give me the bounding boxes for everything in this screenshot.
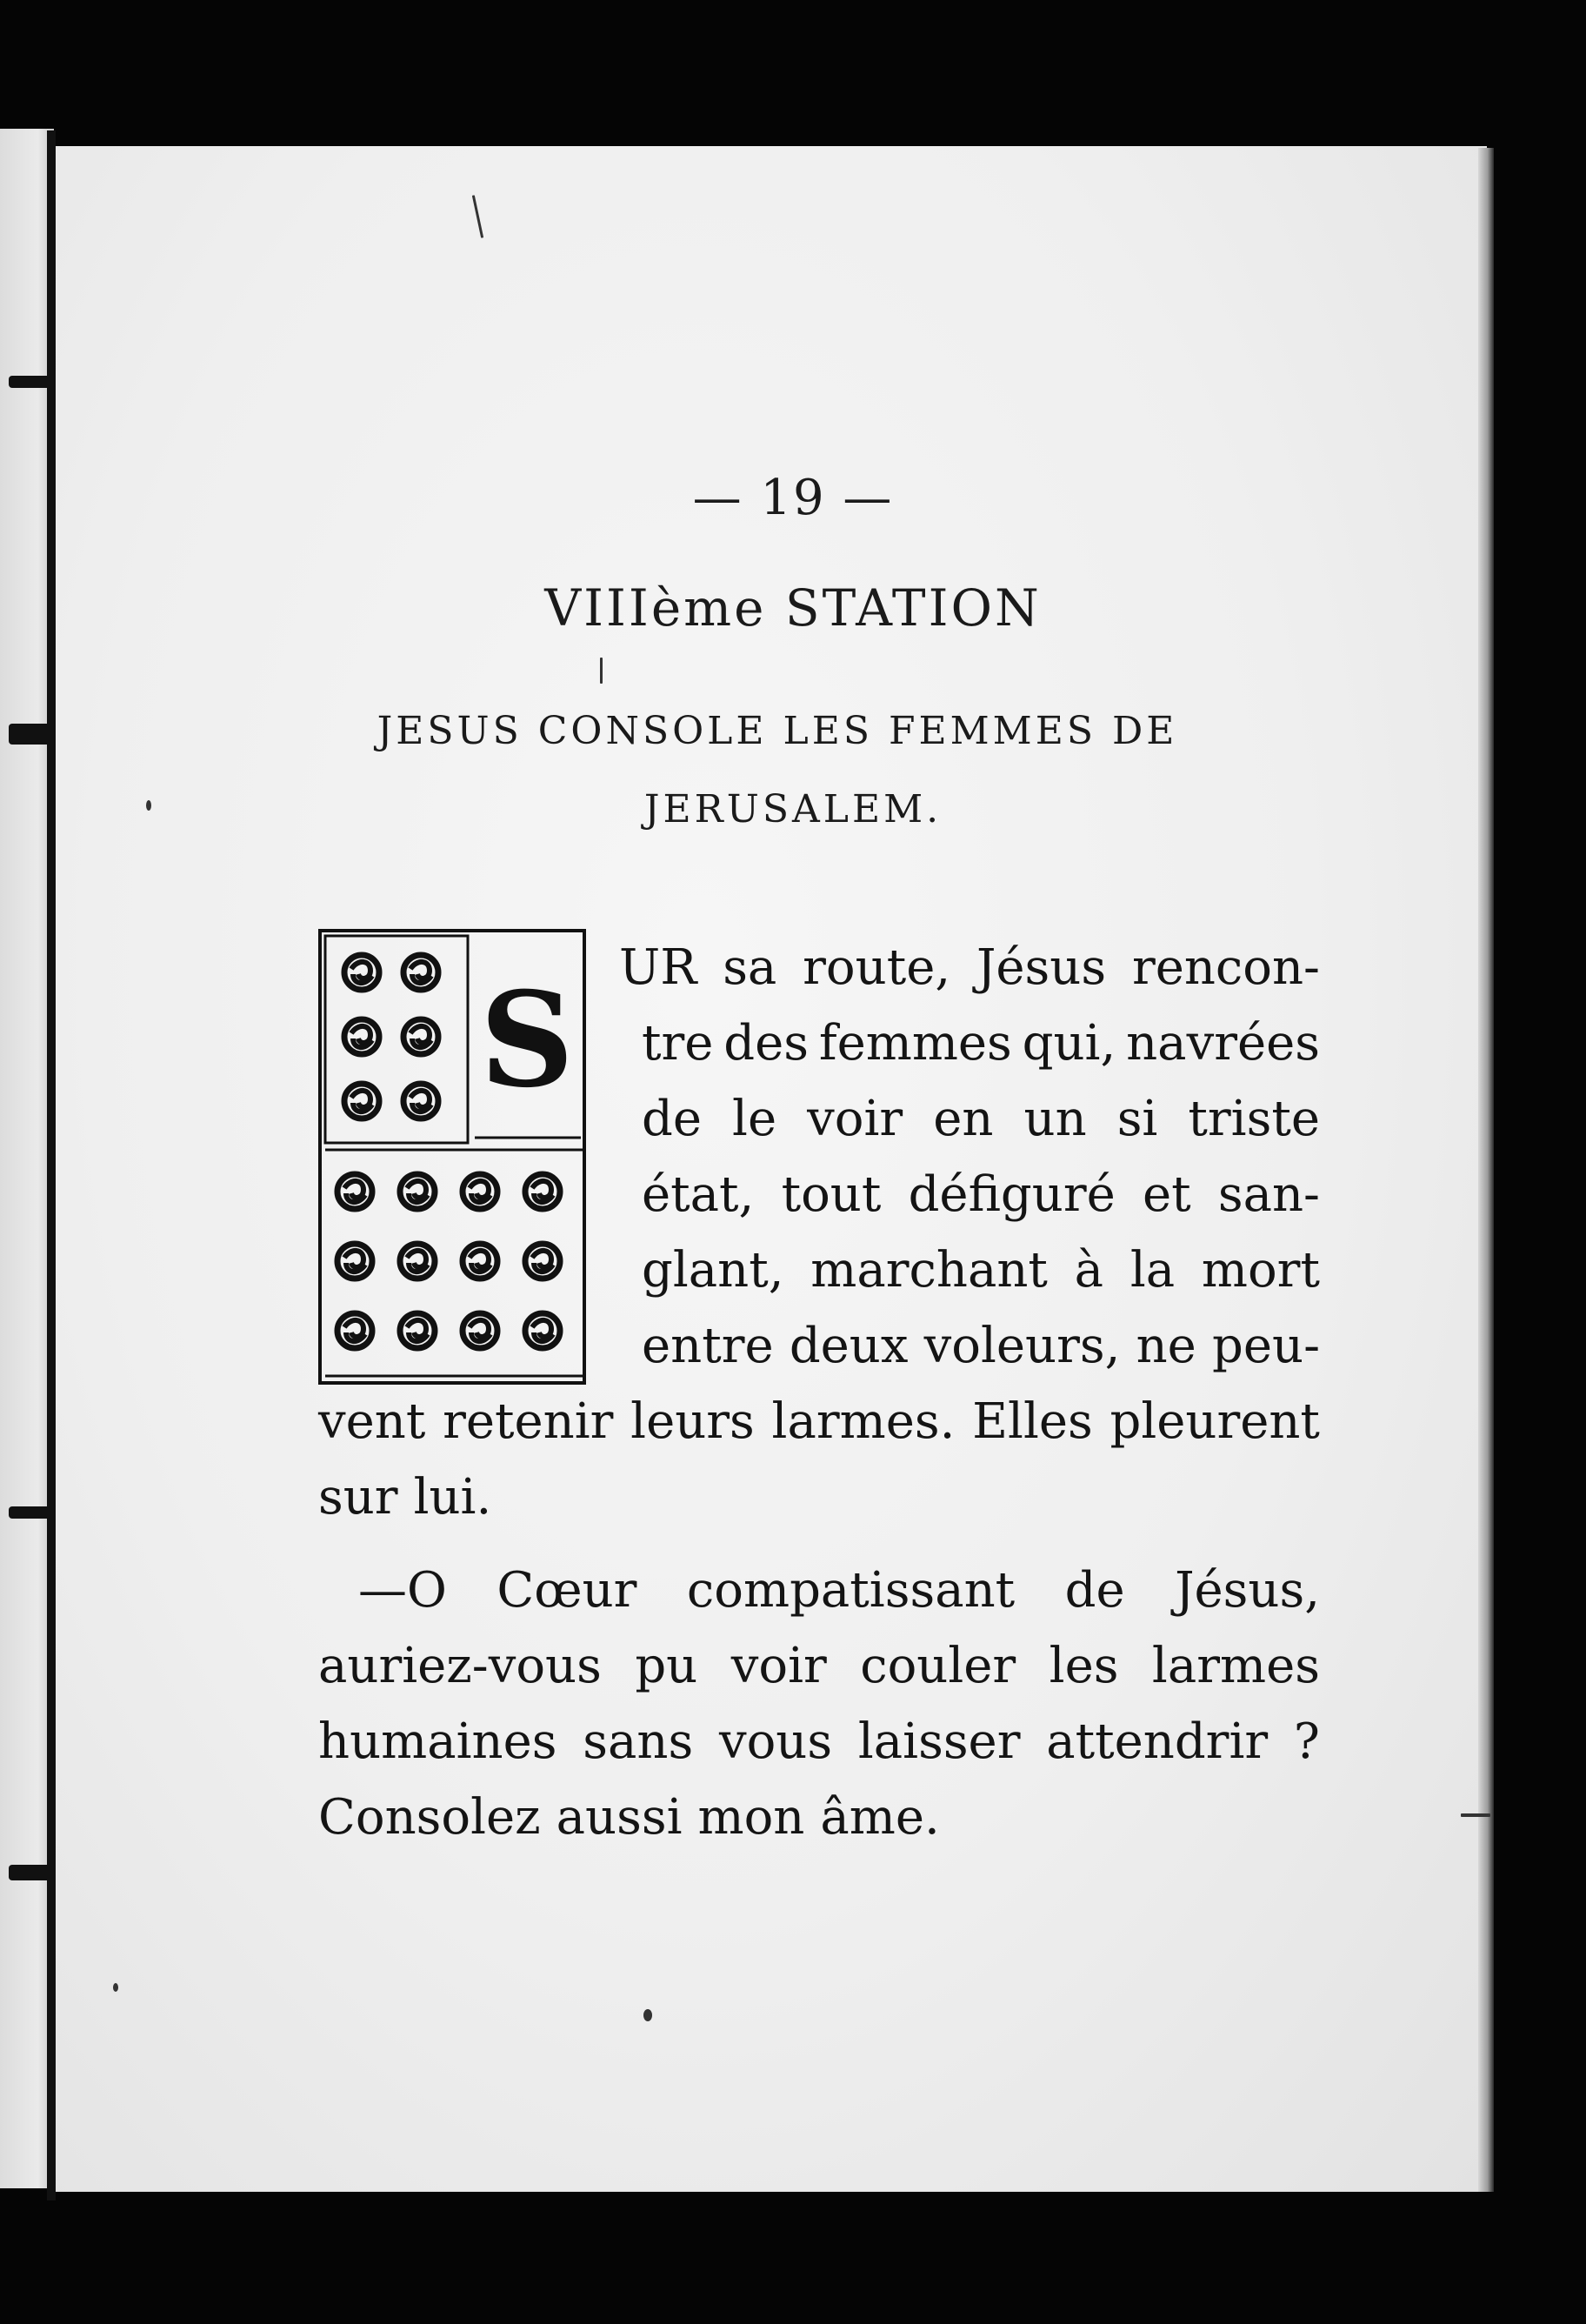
word: ? (1293, 1713, 1320, 1770)
word: mon (697, 1789, 805, 1846)
word: de (642, 1091, 702, 1147)
paragraph-2-line (318, 1638, 1320, 1694)
word: ne (1136, 1318, 1196, 1374)
word: voleurs, (923, 1318, 1121, 1374)
word: aussi (556, 1789, 683, 1846)
subtitle-line-1: JESUS CONSOLE LES FEMMES DE (377, 709, 1178, 753)
word: route, (803, 939, 951, 996)
paragraph-1-line (642, 1091, 1320, 1147)
word: Cœur (496, 1562, 637, 1619)
word: glant, (642, 1242, 784, 1299)
paragraph-2-line (358, 1562, 1320, 1619)
paragraph-1-line (642, 1242, 1320, 1299)
word: —O (358, 1562, 447, 1619)
word: attendrir (1046, 1713, 1269, 1770)
word: un (1023, 1091, 1087, 1147)
word: des (723, 1015, 809, 1072)
word: retenir (443, 1393, 614, 1450)
word: mort (1201, 1242, 1320, 1299)
dust-speck (600, 658, 603, 684)
word: femmes (818, 1015, 1012, 1072)
paragraph-1-line (642, 1015, 1320, 1072)
word: UR (619, 939, 697, 996)
paragraph-1-line (642, 1166, 1320, 1223)
dust-speck (1461, 1813, 1490, 1817)
word: navrées (1126, 1015, 1320, 1072)
word: et (1142, 1166, 1191, 1223)
paragraph-2-line (318, 1789, 962, 1846)
word: la (1130, 1242, 1176, 1299)
swirl-pattern-bottom (337, 1174, 560, 1348)
word: larmes. (771, 1393, 956, 1450)
word: Consolez (318, 1789, 541, 1846)
page-edge-shadow (1478, 148, 1494, 2192)
word: pleurent (1110, 1393, 1320, 1450)
word: de (1064, 1562, 1125, 1619)
word: si (1116, 1091, 1158, 1147)
word: auriez-vous (318, 1638, 602, 1694)
swirl-pattern-top (344, 955, 438, 1119)
word: humaines (318, 1713, 557, 1770)
word: défiguré (908, 1166, 1116, 1223)
paragraph-1-line (318, 1393, 1320, 1450)
word: à (1074, 1242, 1104, 1299)
station-title: VIIIème STATION (544, 578, 1042, 638)
word: Jésus (976, 939, 1107, 996)
word: en (933, 1091, 994, 1147)
word: laisser (857, 1713, 1021, 1770)
word: tout (781, 1166, 882, 1223)
drop-cap-letter: S (479, 964, 575, 1117)
word: vous (718, 1713, 833, 1770)
word: marchant (810, 1242, 1048, 1299)
paragraph-1-line (642, 1318, 1320, 1374)
word: deux (789, 1318, 909, 1374)
word: san- (1217, 1166, 1320, 1223)
word: pu (635, 1638, 698, 1694)
word: peu- (1212, 1318, 1320, 1374)
word: âme. (820, 1789, 940, 1846)
binding-spine (47, 130, 56, 2200)
word: les (1049, 1638, 1119, 1694)
word: vent (318, 1393, 426, 1450)
word: leurs (630, 1393, 755, 1450)
subtitle-line-2: JERUSALEM. (643, 787, 943, 831)
word: triste (1188, 1091, 1320, 1147)
page-number: — 19 — (692, 470, 894, 526)
word: tre (642, 1015, 714, 1072)
word: qui, (1022, 1015, 1116, 1072)
word: sa (723, 939, 777, 996)
paragraph-2-line (318, 1713, 1320, 1770)
word: le (732, 1091, 777, 1147)
paragraph-1-line (318, 1469, 527, 1526)
paragraph-1-line (619, 939, 1320, 996)
word: couler (860, 1638, 1016, 1694)
word: état, (642, 1166, 755, 1223)
word: larmes (1151, 1638, 1320, 1694)
word: Jésus, (1175, 1562, 1320, 1619)
word: rencon- (1131, 939, 1320, 996)
dust-speck (643, 2009, 652, 2021)
word: Elles (972, 1393, 1093, 1450)
word: lui. (413, 1469, 492, 1526)
dust-speck (113, 1983, 118, 1992)
word: sur (318, 1469, 398, 1526)
ornamental-drop-cap (318, 929, 588, 1388)
word: entre (642, 1318, 774, 1374)
word: compatissant (686, 1562, 1016, 1619)
word: voir (730, 1638, 827, 1694)
word: sans (583, 1713, 694, 1770)
word: voir (807, 1091, 903, 1147)
